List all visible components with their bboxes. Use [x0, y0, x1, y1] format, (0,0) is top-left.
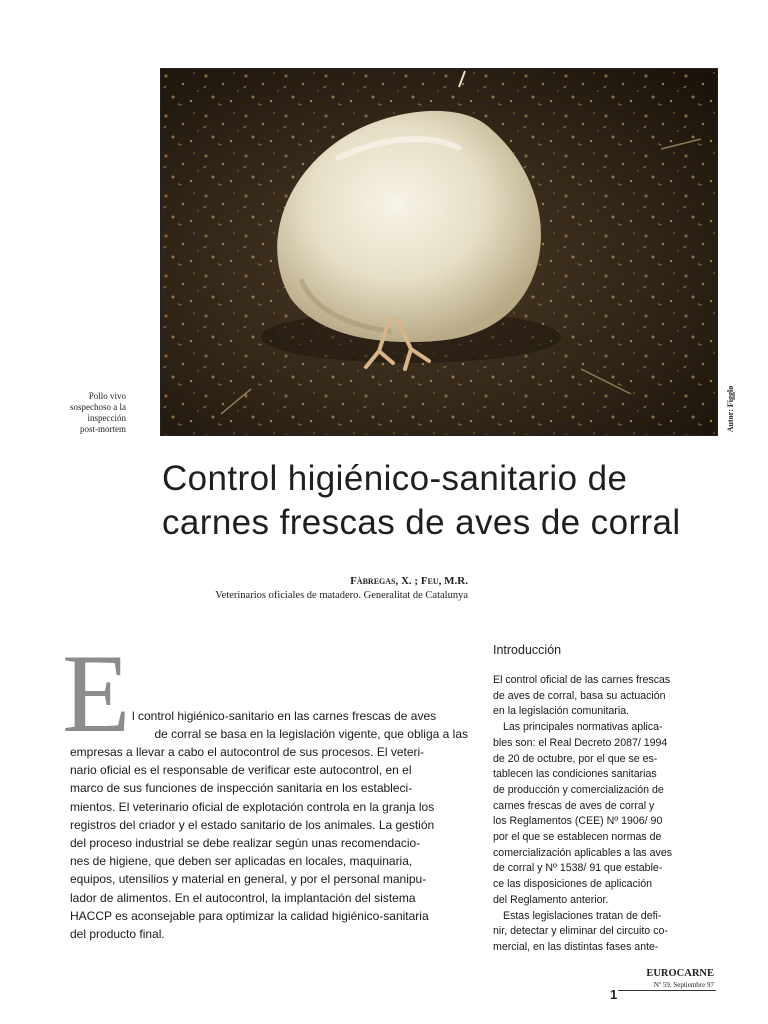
column-line: de aves de corral, basa su actuación [493, 689, 666, 702]
article-title [162, 457, 742, 545]
article-authors: Fàbregas, X. ; Feu, M.R. [350, 575, 468, 587]
column-line: bles son: el Real Decreto 2087/ 1994 [493, 736, 668, 749]
body-line: HACCP es aconsejable para optimizar la calidad higiénico-sanitaria [70, 908, 429, 923]
body-line: lador de alimentos. En el autocontrol, la implantación del sistema [70, 890, 416, 905]
column-line: mercial, en las distintas fases ante- [493, 940, 659, 953]
magazine-name: EUROCARNE [646, 968, 714, 979]
footer-divider [618, 990, 716, 991]
column-line: comercialización aplicables a las aves [493, 846, 673, 859]
caption-line: post-mortem [80, 424, 126, 434]
column-line: ce las disposiciones de aplicación [493, 878, 652, 891]
column-line: Estas legislaciones tratan de defi- [503, 909, 662, 922]
column-line: de corral y Nº 1538/ 91 que estable- [493, 862, 663, 875]
author-affiliation: Veterinarios oficiales de matadero. Generalitat de Catalunya [215, 590, 468, 601]
body-line: del producto final. [70, 927, 165, 942]
column-line: carnes frescas de aves de corral y [493, 799, 655, 812]
body-line: empresas a llevar a cabo el autocontrol de sus procesos. El veteri- [70, 745, 425, 759]
column-line: del Reglamento anterior. [493, 893, 609, 906]
body-line: de corral se basa en la legislación vigente, que obliga a las [154, 727, 468, 742]
chicken-photo [160, 68, 718, 436]
caption-line: sospechoso a la [70, 402, 126, 412]
introduccion-column [493, 673, 715, 956]
column-line: tablecen las condiciones sanitarias [493, 768, 657, 781]
body-line: nes de higiene, que deben ser aplicadas en locales, maquinaria, [70, 854, 413, 869]
column-line: de 20 de octubre, por el que se es- [493, 752, 658, 765]
title-line: carnes frescas de aves de corral [162, 503, 681, 542]
intro-paragraph [70, 743, 468, 943]
body-line: mientos. El veterinario oficial de explotación controla en la granja los [70, 799, 435, 814]
column-line: en la legislación comunitaria. [493, 705, 630, 718]
column-line: por el que se establecen normas de [493, 831, 662, 844]
chicken-photo-image [161, 69, 717, 435]
body-line: equipos, utensilios y material en general, y por el personal manipu- [70, 872, 427, 887]
body-line: registros del criador y el estado sanitario de los animales. La gestión [70, 817, 435, 832]
column-line: los Reglamentos (CEE) Nº 1906/ 90 [493, 815, 663, 828]
body-line: l control higiénico-sanitario en las carnes frescas de aves [132, 709, 437, 723]
page-number: 1 [610, 987, 618, 1002]
column-line: El control oficial de las carnes frescas [493, 674, 671, 686]
column-line: Las principales normativas aplica- [503, 721, 663, 734]
body-line: del proceso industrial se debe realizar según unas recomendacio- [70, 836, 421, 851]
column-line: nir, detectar y eliminar del circuito co- [493, 925, 668, 938]
drop-cap: E [62, 632, 131, 756]
title-line: Control higiénico-sanitario de [162, 459, 628, 498]
photo-credit: Autor: Figglo [726, 385, 735, 433]
caption-line: inspección [87, 413, 126, 423]
intro-paragraph-start [132, 707, 468, 743]
body-line: nario oficial es el responsable de verificar este autocontrol, en el [70, 763, 412, 778]
photo-caption [40, 391, 126, 435]
caption-line: Pollo vivo [88, 391, 126, 401]
section-heading-introduccion: Introducción [493, 643, 562, 657]
issue-info: Nº 59. Septiembre 97 [653, 981, 714, 989]
column-line: de producción y comercialización de [493, 783, 664, 796]
body-line: marco de sus funciones de inspección sanitaria en los estableci- [70, 781, 413, 796]
